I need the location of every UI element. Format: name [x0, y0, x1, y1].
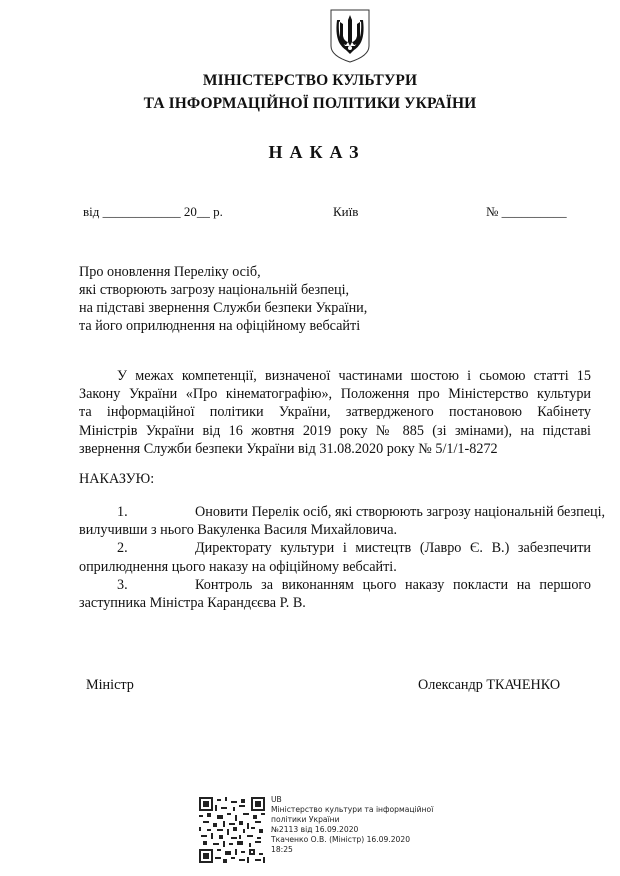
order-subject: [79, 263, 367, 335]
subject-line: на підставі звернення Служби безпеки України,: [79, 300, 368, 316]
order-city: Київ: [333, 204, 359, 219]
order-word: НАКАЗУЮ:: [79, 471, 155, 487]
item-text-continuation: вилучивши з нього Вакуленка Василя Михайловича.: [79, 522, 398, 539]
subject-line: та його оприлюднення на офіційному вебсайті: [79, 318, 361, 334]
qr-code-icon: [199, 797, 265, 863]
order-items-list: [79, 503, 606, 612]
item-text-continuation: заступника Міністра Карандєєва Р. В.: [79, 595, 306, 612]
item-text: Оновити Перелік осіб, які створюють загрозу національній безпеці,: [195, 504, 606, 520]
order-date-field: від ____________ 20__ р.: [83, 204, 223, 219]
preamble-line: У межах компетенції, визначеної частинами шостою і сьомою статті 15: [117, 368, 591, 384]
ministry-name-line1: МІНІСТЕРСТВО КУЛЬТУРИ: [202, 72, 418, 89]
stamp-line: UB: [271, 795, 282, 804]
order-item: [79, 503, 606, 539]
subject-line: Про оновлення Переліку осіб,: [79, 264, 261, 280]
item-number: 1.: [117, 504, 128, 520]
stamp-line: політики України: [271, 815, 340, 824]
order-item: [79, 539, 591, 575]
stamp-line: Ткаченко О.В. (Міністр) 16.09.2020: [271, 835, 411, 844]
item-number: 3.: [117, 576, 128, 593]
electronic-signature-stamp: [199, 797, 433, 863]
item-text: Контроль за виконанням цього наказу покласти на першого: [195, 576, 591, 593]
item-text-continuation: оприлюднення цього наказу на офіційному вебсайті.: [79, 558, 397, 575]
item-text: Директорату культури і мистецтв (Лавро Є. В.) забезпечити: [195, 540, 591, 557]
signatory-title: Міністр: [86, 677, 134, 693]
preamble-line: звернення Служби безпеки України від 31.08.2020 року № 5/1/1-8272: [79, 440, 498, 457]
preamble-line: та інформаційної політики України, затвердженого постановою Кабінету: [79, 404, 591, 421]
stamp-text: [271, 795, 433, 863]
ministry-name-line2: ТА ІНФОРМАЦІЙНОЇ ПОЛІТИКИ УКРАЇНИ: [143, 95, 477, 112]
trident-emblem-icon: [328, 8, 372, 64]
signatory-name: Олександр ТКАЧЕНКО: [418, 677, 561, 693]
subject-line: які створюють загрозу національній безпеці,: [79, 282, 350, 298]
preamble-paragraph: [79, 367, 591, 458]
preamble-line: Міністрів України від 16 жовтня 2019 року № 885 (зі змінами), на підставі: [79, 422, 591, 439]
preamble-line: Закону України «Про кінематографію», Положення про Міністерство культури: [79, 386, 591, 403]
stamp-line: 18:25: [271, 845, 293, 854]
stamp-line: Міністерство культури та інформаційної: [271, 805, 434, 814]
item-number: 2.: [117, 540, 128, 557]
document-title: НАКАЗ: [268, 142, 366, 162]
order-number-field: № __________: [486, 204, 567, 219]
stamp-line: №2113 від 16.09.2020: [271, 825, 359, 834]
order-item: [79, 576, 591, 612]
